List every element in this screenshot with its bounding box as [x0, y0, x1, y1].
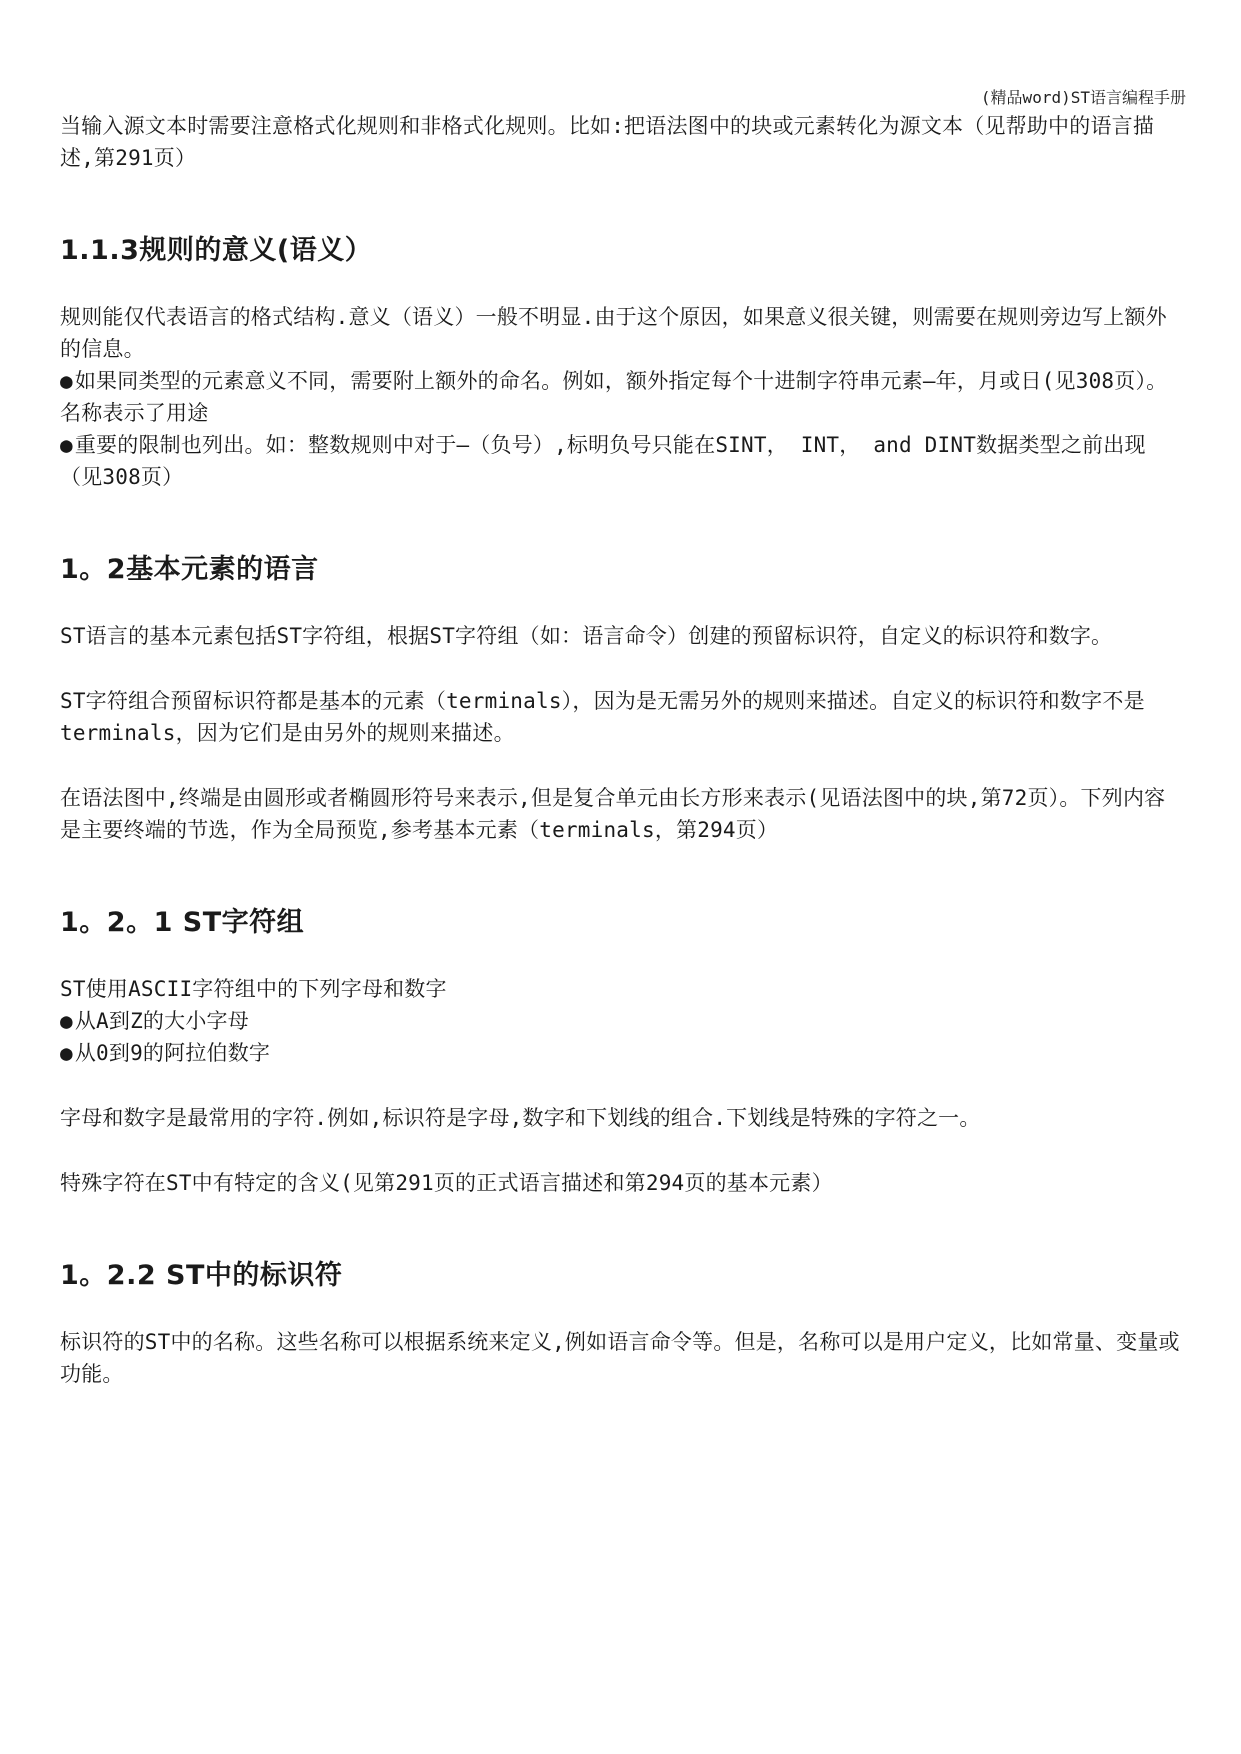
section-1-2-1-bullet-2: ● 从0到9的阿拉伯数字 — [60, 1037, 1182, 1069]
section-heading-1-2-2: 1。2.2 ST中的标识符 — [60, 1260, 343, 1291]
section-heading-1-2-1: 1。2。1 ST字符组 — [60, 907, 305, 938]
intro-paragraph: 当输入源文本时需要注意格式化规则和非格式化规则。比如:把语法图中的块或元素转化为源文本（见帮助中的语言描述,第291页） — [60, 114, 1155, 170]
section-1-1-3-bullet-2: ● 重要的限制也列出。如：整数规则中对于—（负号）,标明负号只能在SINT， INT， and DINT数据类型之前出现（见308页） — [60, 429, 1182, 493]
section-heading-1-1-3: 1.1.3规则的意义(语义） — [60, 235, 373, 266]
section-1-2-paragraph-2: ST字符组合预留标识符都是基本的元素（terminals），因为是无需另外的规则来描述。自定义的标识符和数字不是terminals，因为它们是由另外的规则来描述。 — [60, 689, 1145, 745]
section-1-2-1-paragraph-3: 特殊字符在ST中有特定的含义(见第291页的正式语言描述和第294页的基本元素） — [60, 1171, 833, 1195]
section-1-2-2-paragraph: 标识符的ST中的名称。这些名称可以根据系统来定义,例如语言命令等。但是，名称可以是用户定义，比如常量、变量或功能。 — [60, 1330, 1180, 1386]
section-1-1-3-bullet-1: ● 如果同类型的元素意义不同，需要附上额外的命名。例如，额外指定每个十进制字符串元素—年，月或日(见308页）。名称表示了用途 — [60, 365, 1182, 429]
section-1-2-paragraph-3: 在语法图中,终端是由圆形或者椭圆形符号来表示,但是复合单元由长方形来表示(见语法图中的块,第72页）。下列内容是主要终端的节选，作为全局预览,参考基本元素（terminals，第294页） — [60, 786, 1166, 842]
section-1-2-paragraph-1: ST语言的基本元素包括ST字符组，根据ST字符组（如：语言命令）创建的预留标识符，自定义的标识符和数字。 — [60, 624, 1113, 648]
section-1-2-1-bullet-1: ● 从A到Z的大小字母 — [60, 1005, 1182, 1037]
section-1-2-1-paragraph-1: ST使用ASCII字符组中的下列字母和数字 — [60, 977, 447, 1001]
page-content — [60, 110, 1182, 1390]
running-header: (精品word)ST语言编程手册 — [980, 88, 1186, 107]
section-1-2-1-paragraph-2: 字母和数字是最常用的字符.例如,标识符是字母,数字和下划线的组合.下划线是特殊的字符之一。 — [60, 1106, 981, 1130]
section-1-1-3-paragraph: 规则能仅代表语言的格式结构.意义（语义）一般不明显.由于这个原因，如果意义很关键，则需要在规则旁边写上额外的信息。 — [60, 305, 1167, 361]
section-heading-1-2: 1。2基本元素的语言 — [60, 554, 319, 585]
